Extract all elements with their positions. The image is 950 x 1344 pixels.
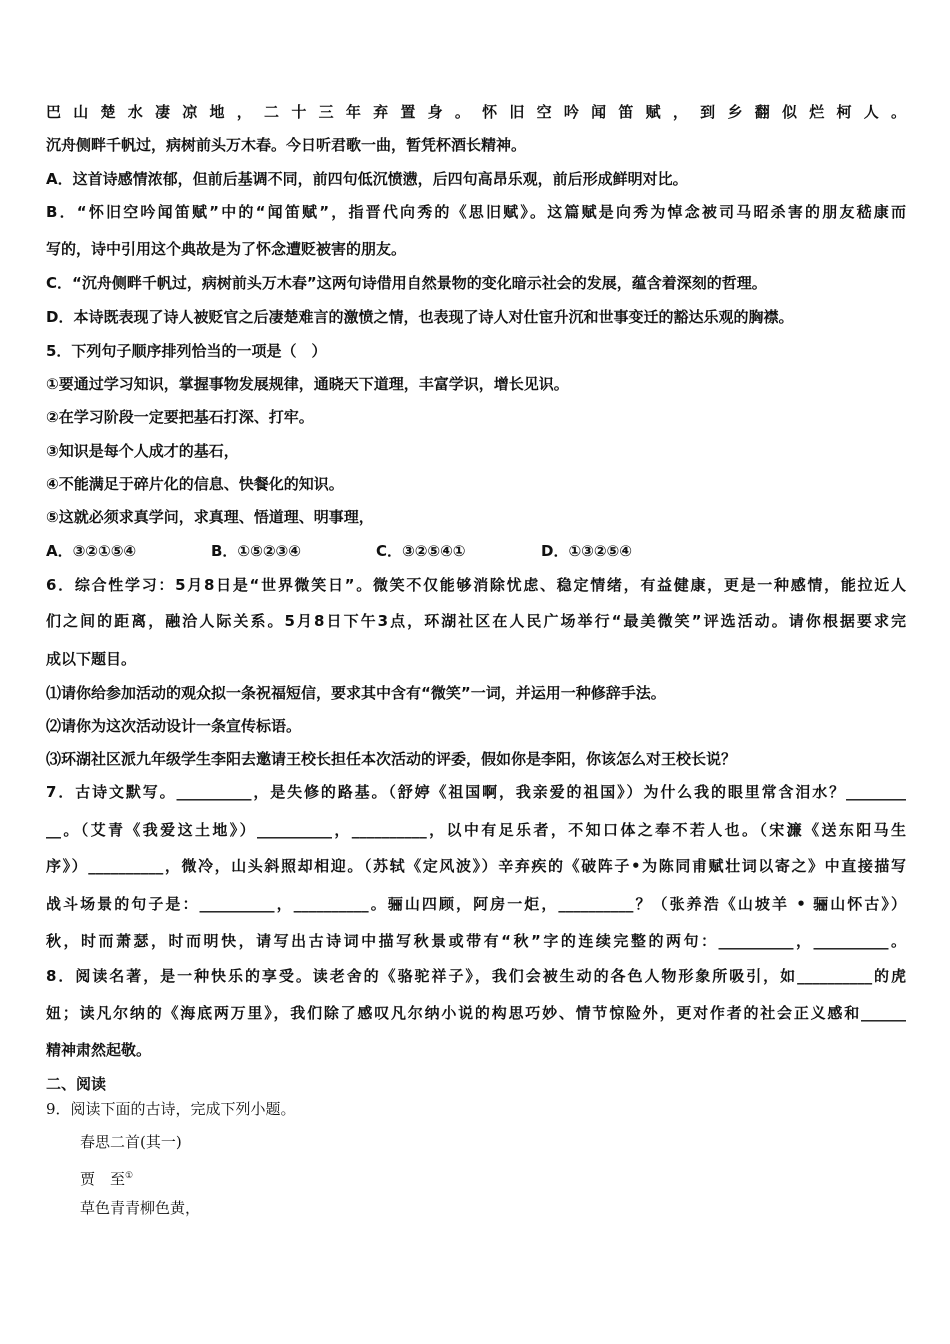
q8-line: 8．阅读名著，是一种快乐的享受。读老舍的《骆驼祥子》，我们会被生动的各色人物形象所吸引，如__________的虎 xyxy=(46,967,906,985)
q5-option-c: C．③②⑤④① xyxy=(376,542,466,560)
q7-line: 战斗场景的句子是：__________，__________。骊山四顾，阿房一炬，__________？（张养浩《山坡羊 • 骊山怀古》） xyxy=(46,895,906,913)
q5-sentence: ①要通过学习知识，掌握事物发展规律，通晓天下道理，丰富学识，增长见识。 xyxy=(46,375,569,393)
q6-stem: 6．综合性学习：5月8日是“世界微笑日”。微笑不仅能够消除忧虑、稳定情绪，有益健康，更是一种感情，能拉近人 xyxy=(46,576,906,594)
poem-author-name: 贾 至 xyxy=(80,1170,126,1188)
poem-line: 巴山楚水凄凉地，二十三年弃置身。怀旧空吟闻笛赋，到乡翻似烂柯人。 xyxy=(46,103,906,121)
q8-line: 妞；读凡尔纳的《海底两万里》，我们除了感叹凡尔纳小说的构思巧妙、情节惊险外，更对作者的社会正义感和______ xyxy=(46,1004,906,1022)
option-b: B．“怀旧空吟闻笛赋”中的“闻笛赋”，指晋代向秀的《思旧赋》。这篇赋是向秀为悼念被司马昭杀害的朋友嵇康而 xyxy=(46,203,906,221)
option-a: A．这首诗感情浓郁，但前后基调不同，前四句低沉愤懑，后四句高昂乐观，前后形成鲜明对比。 xyxy=(46,170,688,188)
poem-title: 春思二首(其一) xyxy=(80,1133,182,1151)
q7-line: 序》）__________，微冷，山头斜照却相迎。（苏轼《定风波》）辛弃疾的《破阵子•为陈同甫赋壮词以寄之》中直接描写 xyxy=(46,857,906,875)
poem-line: 草色青青柳色黄， xyxy=(80,1199,201,1217)
q5-sentence: ③知识是每个人成才的基石， xyxy=(46,442,239,460)
poem-line: 沉舟侧畔千帆过，病树前头万木春。今日听君歌一曲，暂凭杯酒长精神。 xyxy=(46,136,527,154)
q5-sentence: ⑤这就必须求真学问，求真理、悟道理、明事理， xyxy=(46,508,374,526)
option-c: C．“沉舟侧畔千帆过，病树前头万木春”这两句诗借用自然景物的变化暗示社会的发展，蕴含着深刻的哲理。 xyxy=(46,274,767,292)
q5-options xyxy=(46,541,706,561)
q6-stem: 成以下题目。 xyxy=(46,650,137,668)
q6-sub3: ⑶环湖社区派九年级学生李阳去邀请王校长担任本次活动的评委，假如你是李阳，你该怎么对王校长说？ xyxy=(46,750,737,768)
q7-line: 秋，时而萧瑟，时而明快，请写出古诗词中描写秋景或带有“秋”字的连续完整的两句：__________，__________。 xyxy=(46,932,906,950)
footnote-marker: ① xyxy=(125,1171,134,1181)
q5-sentence: ②在学习阶段一定要把基石打深、打牢。 xyxy=(46,408,314,426)
q9-stem: 9．阅读下面的古诗，完成下列小题。 xyxy=(46,1100,296,1118)
q6-sub2: ⑵请你为这次活动设计一条宣传标语。 xyxy=(46,717,302,735)
q5-option-d: D．①③②⑤④ xyxy=(541,542,632,560)
poem-author xyxy=(80,1166,133,1189)
option-b-cont: 写的，诗中引用这个典故是为了怀念遭贬被害的朋友。 xyxy=(46,240,407,258)
section-heading: 二、阅读 xyxy=(46,1075,107,1093)
q5-sentence: ④不能满足于碎片化的信息、快餐化的知识。 xyxy=(46,475,344,493)
q5-option-a: A．③②①⑤④ xyxy=(46,542,137,560)
q7-line: __。（艾青《我爱这土地》）__________，__________，以中有足乐者，不知口体之奉不若人也。（宋濂《送东阳马生 xyxy=(46,821,906,839)
option-d: D．本诗既表现了诗人被贬官之后凄楚难言的激愤之情，也表现了诗人对仕宦升沉和世事变迁的豁达乐观的胸襟。 xyxy=(46,308,794,326)
q8-line: 精神肃然起敬。 xyxy=(46,1041,152,1059)
q6-sub1: ⑴请你给参加活动的观众拟一条祝福短信，要求其中含有“微笑”一词，并运用一种修辞手法。 xyxy=(46,684,666,702)
q5-stem: 5．下列句子顺序排列恰当的一项是（ ） xyxy=(46,342,327,360)
q7-line: 7．古诗文默写。__________，是失修的路基。（舒婷《祖国啊，我亲爱的祖国》）为什么我的眼里常含泪水？________ xyxy=(46,783,906,801)
q5-option-b: B．①⑤②③④ xyxy=(211,542,301,560)
q6-stem: 们之间的距离，融洽人际关系。5月8日下午3点，环湖社区在人民广场举行“最美微笑”评选活动。请你根据要求完 xyxy=(46,612,906,630)
